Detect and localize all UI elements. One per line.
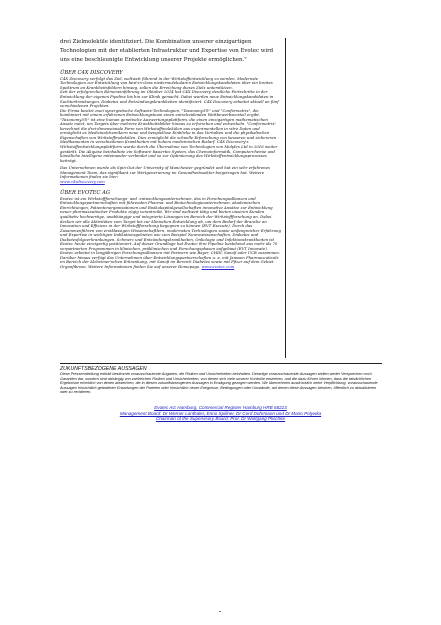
intro-quote: drei Zielmoleküle identifiziert. Die Kombination unserer einzigartigen Technologien mit der etablierten Infrastruktur und Expertise von Evotec wird uns eine beschleunigte Entwicklung unserer Projekte ermöglichen.": [60, 39, 274, 63]
c4x-paragraph-2: Seit der erfolgreichen Börseneinführung im Oktober 2014 hat C4X Discovery deutliche Fortschritte in der Entwicklung der eigenen Pipeline bis hin zur Klinik gemacht. Dabei wurden neue Entwicklungskandidaten in Suchterkrankungen, Diabetes und Entzündungskrankheiten identifiziert. C4X Discovery arbeitet aktuell an fünf verschiedenen Projekten.: [60, 89, 279, 109]
forward-looking-section: [60, 363, 382, 395]
c4x-paragraph-3: Die Firma besitzt zwei synergistische Software-Technologien, "Taxonomy3®" und "Conformetrix", die kombiniert mit einem erfahrenen Entwicklungsteam einen entscheidenden Wettbewerbsvorteil ergibt. "Taxonomy3®" ist eine human genetische Auswertungsplattform, die einen einzigartigen mathematischen Ansatz nutzt, um Targets über mehrere Krankheitsbilder hinaus zu erforschen und entwickeln. "Conformetrix" berechnet die drei-dimensionale Form von Wirkstoffmolekülen aus experimentellen in vitro Daten und ermöglicht es Medizinalchemikern neue und beispiellose Einblicke in das Verhalten und die physikalischen Eigenschaften von Wirkstoffmolekülen. Dies ermöglicht die schnelle Erforschung von besseren und sichereren Medikamenten in verschiedenen Krankheiten mit hohem medizinischen Bedarf. C4X Discovery's Wirkstoffentwicklungsplattform wurde durch die Übernahme von Technologien von Molplex Ltd in 2016 weiter gestärkt. Die Akquise beinhaltete ein Software basiertes System, das Chemoinformatik, Computerchemie und künstliche Intelligenz miteinander verbindet und so zur Optimierung des Wirkstoffentwicklungsprozesses beiträgt.: [60, 107, 278, 163]
footer-supervisory-line[interactable]: Chairman of the Supervisory Board: Prof. Dr Wolfgang Plischke: [155, 416, 286, 422]
evotec-paragraph-1-text: Evotec ist ein Wirkstoffforschungs- und -entwicklungsunternehmen, das in Forschungsallianzen und Entwicklungspartnerschaften mit führenden Pharma- und Biotechnologieunternehmen, akademischen Einrichtungen, Patientenorganisationen und Risikokapitalgesellschaften innovative Ansätze zur Entwicklung neuer pharmazeutischer Produkte zügig vorantreibt. Wir sind weltweit tätig und bieten unseren Kunden qualitativ hochwertige, unabhängige und integrierte Lösungen im Bereich der Wirkstoffforschung an. Dabei decken wir alle Aktivitäten vom Target bis zur klinischen Entwicklung ab, um dem Bedarf der Branche an Innovation und Effizienz in der Wirkstoffforschung begegnen zu können (EVT Execute). Durch das Zusammenführen von erstklassigen Wissenschaftlern, modernsten Technologien sowie umfangreicher Erfahrung und Expertise in wichtigen Indikationsgebieten wie zum Beispiel Neurowissenschaften, Diabetes und Diabetesfolgeerkrankungen, Schmerz und Entzündungskrankheiten, Onkologie und Infektionskrankheiten ist Evotec heute einzigartig positioniert. Auf dieser Grundlage hat Evotec ihre Pipeline bestehend aus mehr als 70 verpartnerten Programmen in klinischen, präklinischen und Forschungsphasen aufgebaut (EVT Innovate). Evotec arbeitet in langjährigen Forschungsallianzen mit Partnern wie Bayer, CHDI, Sanofi oder UCB zusammen. Darüber hinaus verfügt das Unternehmen über Entwicklungspartnerschaften u. a. mit Janssen Pharmaceuticals im Bereich der Alzheimer'schen Erkrankung, mit Sanofi im Bereich Diabetes sowie mit Pfizer auf dem Gebiet Organfibrose. Weitere Informationen finden Sie auf unserer Homepage.: [60, 195, 281, 269]
forward-looking-title: ZUKUNFTSBEZOGENE AUSSAGEN: [60, 363, 382, 372]
evotec-paragraph-1: [60, 197, 281, 270]
footer-management-line[interactable]: Management Board: Dr Werner Lanthaler, Enno Spillner, Dr Cord Dohrmann und Dr Mario Polywka: [119, 410, 322, 416]
page-marker: [219, 611, 221, 612]
c4x-paragraph-4-text: Das Unternehmen wurde als Spin-Out der University of Manchester gegründet und hat ein sehr erfahrenes Management Team, das signifikant zur Wertgenerierung im Gesundheitssektor beigetragen hat. Weitere Informationen finden sie hier:: [60, 165, 270, 180]
main-column: [60, 38, 286, 358]
c4x-website-link[interactable]: www.c4xdiscovery.com: [60, 178, 105, 184]
evotec-website-link[interactable]: www.evotec.com: [201, 263, 235, 269]
c4x-section-title: ÜBER C4X DISCOVERY: [60, 70, 123, 77]
c4x-paragraph-4: [60, 166, 281, 184]
company-footer: [0, 405, 441, 422]
evotec-section-title: ÜBER EVOTEC AG: [60, 190, 110, 197]
c4x-paragraph-1: C4X Discovery verfolgt das Ziel, weltweit führend in der Wirkstoffentwicklung zu werden. Modernste Technologien zur Entwicklung von best-in-class niedermolekularen Entwicklungskandidaten über ein breites Spektrum an Krankheitsfeldern hinweg, sollen die Erreichung dieses Ziels unterstützen.: [60, 75, 273, 90]
forward-looking-paragraph: Diese Pressemitteilung enthält bestimmte vorausschauende Angaben, die Risiken und Unsicherheiten beinhalten. Derartige vorausschauende Aussagen stellen weder Versprechen noch Garantien dar, sondern sind abhängig von zahlreichen Risiken und Unsicherheiten, von denen sich viele unserer Kontrolle entziehen, und die dazu führen können, dass die tatsächlichen Ergebnisse erheblich von denen abweichen, die in diesen zukunftsbezogenen Aussagen in Erwägung gezogen werden. Wir übernehmen ausdrücklich keine Verpflichtung, vorausschauende Aussagen hinsichtlich geänderter Erwartungen der Parteien oder hinsichtlich neuer Ereignisse, Bedingungen oder Umstände, auf denen diese Aussagen beruhen, öffentlich zu aktualisieren oder zu revidieren.: [60, 372, 378, 395]
footer-register-line[interactable]: Evotec AG Hamburg, Commercial Register Hamburg HRB 68223: [154, 405, 287, 410]
